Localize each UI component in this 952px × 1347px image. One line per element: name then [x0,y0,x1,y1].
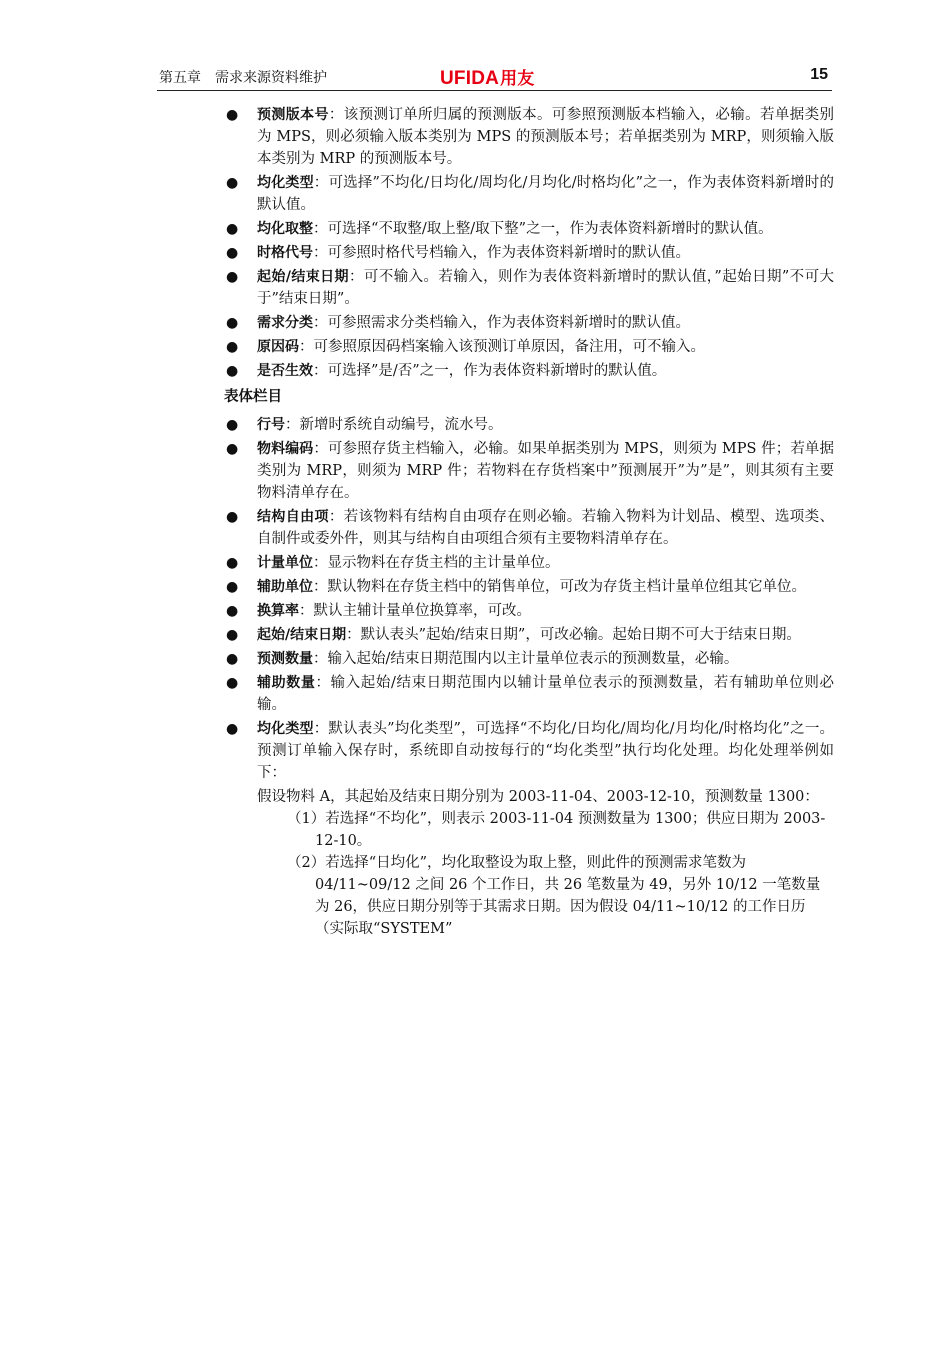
list-item: ● 换算率：默认主辅计量单位换算率，可改。 [224,600,834,622]
brand-cn-text: 用友 [500,69,535,88]
example-case-1: （1）若选择“不均化”，则表示 2003-11-04 预测数量为 1300；供应日期为 2003-12-10。 [287,811,826,849]
list-item: ● 辅助单位：默认物料在存货主档中的销售单位，可改为存货主档计量单位组其它单位。 [224,576,834,598]
bullet-icon: ● [226,603,239,619]
example-case-2: （2）若选择“日均化”，均化取整设为取上整，则此件的预测需求笔数为 04/11~09/12 之间 26 个工作日，共 26 笔数量为 49，另外 10/12 一笔数量为 26，供应日期分别等于其需求日期。因为假设 04/11~10/12 的工作日历（实际取“SYSTEM” [287,855,821,937]
bullet-icon: ● [226,417,239,433]
list-item: ● 结构自由项：若该物料有结构自由项存在则必输。若输入物料为计划品、模型、选项类、自制件或委外件，则其与结构自由项组合须有主要物料清单存在。 [224,506,834,550]
ufida-logo [440,64,534,90]
list-item: ● 均化类型：可选择”不均化/日均化/周均化/月均化/时格均化”之一，作为表体资料新增时的默认值。 [224,172,834,216]
bullet-icon: ● [226,441,239,457]
bullet-icon: ● [226,555,239,571]
bullet-icon: ● [226,651,239,667]
bullet-icon: ● [226,721,239,737]
page-header [157,64,832,91]
list-item: ● 物料编码：可参照存货主档输入，必输。如果单据类别为 MPS，则须为 MPS 件；若单据类别为 MRP，则须为 MRP 件；若物料在存货档案中”预测展开”为”是”，则其须有主要物料清单存在。 [224,438,834,504]
bullet-icon: ● [226,107,239,123]
bullet-icon: ● [226,579,239,595]
list-item: ● 时格代号：可参照时格代号档输入，作为表体资料新增时的默认值。 [224,242,834,264]
bullet-icon: ● [226,339,239,355]
example-intro: 假设物料 A，其起始及结束日期分别为 2003-11-04、2003-12-10，预测数量 1300： [257,789,819,805]
brand-logo-text: UFIDA [440,68,500,89]
list-item: ● 是否生效：可选择”是/否”之一，作为表体资料新增时的默认值。 [224,360,834,382]
page-content [224,104,834,940]
section-title: 表体栏目 [224,389,282,405]
page-number: 15 [810,66,828,83]
bullet-icon: ● [226,627,239,643]
bullet-icon: ● [226,675,239,691]
list-item: ● 预测数量：输入起始/结束日期范围内以主计量单位表示的预测数量，必输。 [224,648,834,670]
bullet-icon: ● [226,269,239,285]
bullet-icon: ● [226,315,239,331]
bullet-icon: ● [226,509,239,525]
list-item: ● 原因码：可参照原因码档案输入该预测订单原因，备注用，可不输入。 [224,336,834,358]
list-item: ● 计量单位：显示物料在存货主档的主计量单位。 [224,552,834,574]
list-item: ● 均化类型：默认表头”均化类型”，可选择“不均化/日均化/周均化/月均化/时格均化”之一。预测订单输入保存时，系统即自动按每行的“均化类型”执行均化处理。均化处理举例如下： [224,718,834,784]
list-item: ● 需求分类：可参照需求分类档输入，作为表体资料新增时的默认值。 [224,312,834,334]
list-item: ● 预测版本号：该预测订单所归属的预测版本。可参照预测版本档输入，必输。若单据类别为 MPS，则必须输入版本类别为 MPS 的预测版本号；若单据类别为 MRP，则须输入版本类别为 MRP 的预测版本号。 [224,104,834,170]
chapter-title: 第五章 需求来源资料维护 [159,70,327,86]
header-field-list [224,104,834,382]
example-block [224,786,834,940]
list-item: ● 起始/结束日期：可不输入。若输入，则作为表体资料新增时的默认值，”起始日期”不可大于”结束日期”。 [224,266,834,310]
bullet-icon: ● [226,363,239,379]
bullet-icon: ● [226,221,239,237]
list-item: ● 起始/结束日期：默认表头”起始/结束日期”，可改必输。起始日期不可大于结束日期。 [224,624,834,646]
list-item: ● 行号：新增时系统自动编号，流水号。 [224,414,834,436]
bullet-icon: ● [226,245,239,261]
list-item: ● 均化取整：可选择“不取整/取上整/取下整”之一，作为表体资料新增时的默认值。 [224,218,834,240]
bullet-icon: ● [226,175,239,191]
list-item: ● 辅助数量：输入起始/结束日期范围内以辅计量单位表示的预测数量，若有辅助单位则必输。 [224,672,834,716]
body-field-list [224,414,834,784]
